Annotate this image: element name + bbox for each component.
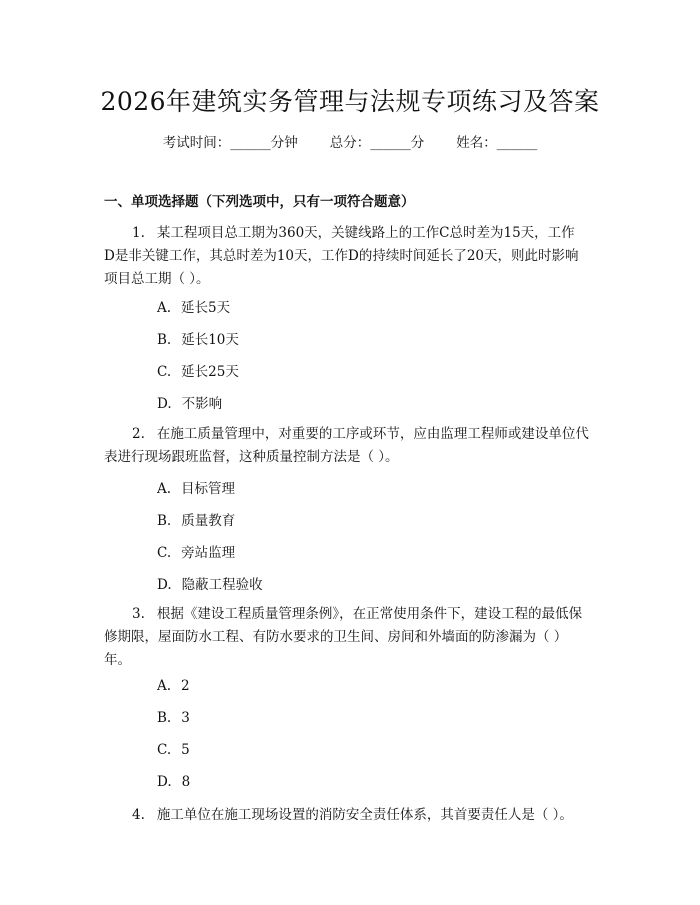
question-1-line-2: D是非关键工作，其总时差为10天，工作D的持续时间延长了20天，则此时影响	[104, 248, 579, 264]
question-1-option-b: B. 延长10天	[157, 332, 239, 348]
exam-meta	[0, 131, 700, 151]
question-3-number: 3.	[132, 606, 145, 622]
question-3-option-d: D. 8	[157, 774, 191, 790]
question-3-stem	[104, 603, 600, 672]
question-1-option-d: D. 不影响	[157, 396, 223, 412]
question-3-line-1: 3. 根据《建设工程质量管理条例》，在正常使用条件下，建设工程的最低保	[132, 606, 583, 622]
question-4-line-1: 4. 施工单位在施工现场设置的消防安全责任体系，其首要责任人是（ ）。	[132, 807, 573, 823]
question-4-number: 4.	[132, 807, 145, 823]
document-title: 2026年建筑实务管理与法规专项练习及答案	[100, 87, 600, 116]
question-1-stem	[104, 222, 600, 291]
name-field: 姓名：______	[456, 135, 538, 151]
section-heading: 一、单项选择题（下列选项中，只有一项符合题意）	[104, 194, 415, 210]
total-score-field: 总分：______分	[329, 135, 425, 151]
exam-time-field: 考试时间：______分钟	[162, 135, 298, 151]
question-4-stem	[104, 804, 600, 827]
question-2-line-1: 2. 在施工质量管理中，对重要的工序或环节，应由监理工程师或建设单位代	[132, 426, 589, 442]
question-2-option-c: C. 旁站监理	[157, 545, 236, 561]
question-1-number: 1.	[132, 225, 145, 241]
question-1-line-3: 项目总工期（ ）。	[104, 271, 210, 287]
question-2-number: 2.	[132, 426, 145, 442]
question-3-option-a: A. 2	[157, 678, 190, 694]
question-1-option-c: C. 延长25天	[157, 364, 239, 380]
question-3-line-2: 修期限，屋面防水工程、有防水要求的卫生间、房间和外墙面的防渗漏为（ ）	[104, 629, 568, 645]
question-3-line-3: 年。	[104, 652, 131, 668]
question-2-stem	[104, 423, 600, 469]
question-2-option-b: B. 质量教育	[157, 513, 236, 529]
question-2-line-2: 表进行现场跟班监督，这种质量控制方法是（ ）。	[104, 449, 399, 465]
question-2-option-a: A. 目标管理	[157, 481, 236, 497]
question-3-option-c: C. 5	[157, 742, 190, 758]
question-2-option-d: D. 隐蔽工程验收	[157, 577, 263, 593]
question-1-option-a: A. 延长5天	[157, 300, 231, 316]
question-1-line-1: 1. 某工程项目总工期为360天，关键线路上的工作C总时差为15天，工作	[132, 225, 575, 241]
question-3-option-b: B. 3	[157, 710, 190, 726]
